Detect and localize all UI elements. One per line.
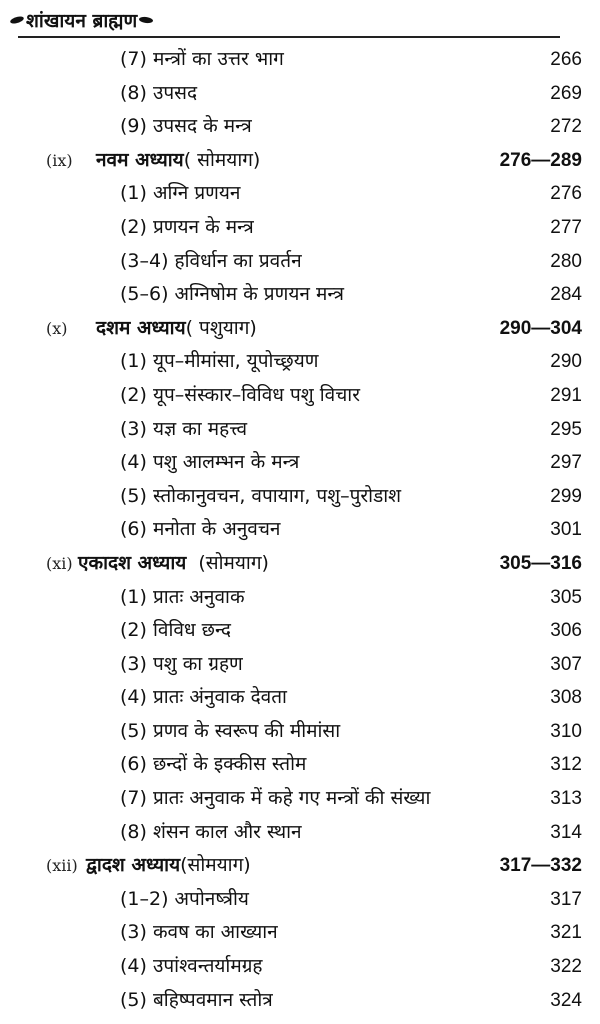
chapter-title-main: नवम अध्याय bbox=[96, 148, 184, 171]
toc-entry bbox=[0, 681, 600, 715]
ornament-right-icon bbox=[139, 16, 154, 25]
toc-entry-label: (1) प्रातः अनुवाक bbox=[120, 585, 245, 608]
chapter-page-range: 317—332 bbox=[499, 855, 582, 877]
toc-entry bbox=[0, 211, 600, 245]
table-of-contents bbox=[0, 43, 600, 1017]
toc-entry-page: 301 bbox=[550, 519, 582, 541]
toc-entry-page: 299 bbox=[550, 485, 582, 507]
toc-entry-page: 269 bbox=[550, 82, 582, 104]
toc-entry bbox=[0, 446, 600, 480]
chapter-subtitle: (सोमयाग) bbox=[180, 854, 251, 877]
toc-entry-label: (7) प्रातः अनुवाक में कहे गए मन्त्रों की संख्या bbox=[120, 787, 431, 810]
chapter-title bbox=[78, 547, 269, 581]
toc-entry bbox=[0, 883, 600, 917]
running-title: शांखायन ब्राह्मण bbox=[26, 10, 138, 32]
chapter-heading bbox=[0, 849, 600, 883]
toc-entry-page: 305 bbox=[550, 586, 582, 608]
toc-entry-label: (2) प्रणयन के मन्त्र bbox=[120, 215, 254, 238]
toc-entry bbox=[0, 581, 600, 615]
toc-entry-label: (4) प्रातः अंनुवाक देवता bbox=[120, 686, 287, 709]
toc-entry-label: (2) विविध छन्द bbox=[120, 619, 231, 642]
chapter-heading bbox=[0, 144, 600, 178]
toc-entry-page: 313 bbox=[550, 788, 582, 810]
toc-entry bbox=[0, 950, 600, 984]
toc-entry-page: 277 bbox=[550, 216, 582, 238]
chapter-heading bbox=[0, 547, 600, 581]
toc-entry-label: (8) उपसद bbox=[120, 81, 198, 104]
chapter-title bbox=[96, 312, 257, 346]
toc-entry-page: 272 bbox=[550, 116, 582, 138]
running-header bbox=[8, 4, 155, 36]
toc-entry-page: 314 bbox=[550, 821, 582, 843]
toc-entry-page: 317 bbox=[550, 888, 582, 910]
chapter-title bbox=[96, 144, 260, 178]
toc-entry-page: 290 bbox=[550, 351, 582, 373]
toc-entry-label: (1) अग्नि प्रणयन bbox=[120, 182, 241, 205]
toc-entry bbox=[0, 816, 600, 850]
toc-entry-page: 276 bbox=[550, 183, 582, 205]
toc-entry-page: 307 bbox=[550, 653, 582, 675]
toc-entry-label: (5) प्रणव के स्वरूप की मीमांसा bbox=[120, 719, 341, 742]
toc-entry-label: (4) उपांश्वन्तर्यामग्रह bbox=[120, 955, 263, 978]
toc-entry-label: (1–2) अपोनष्त्रीय bbox=[120, 887, 249, 910]
chapter-subtitle: ( सोमयाग) bbox=[183, 148, 261, 171]
toc-entry bbox=[0, 513, 600, 547]
toc-entry bbox=[0, 413, 600, 447]
toc-entry-label: (3) कवष का आख्यान bbox=[120, 921, 278, 944]
header-rule bbox=[18, 36, 560, 38]
toc-entry-page: 295 bbox=[550, 418, 582, 440]
toc-entry bbox=[0, 648, 600, 682]
toc-entry-page: 291 bbox=[550, 384, 582, 406]
chapter-number: (xii) bbox=[46, 856, 78, 876]
toc-entry bbox=[0, 480, 600, 514]
chapter-title-main: दशम अध्याय bbox=[96, 316, 186, 339]
toc-entry-label: (5) बहिष्पवमान स्तोत्र bbox=[120, 988, 273, 1011]
toc-entry-label: (9) उपसद के मन्त्र bbox=[120, 115, 252, 138]
chapter-page-range: 305—316 bbox=[499, 552, 582, 574]
toc-entry bbox=[0, 345, 600, 379]
toc-entry-page: 324 bbox=[550, 989, 582, 1011]
toc-entry-label: (3) यज्ञ का महत्त्व bbox=[120, 417, 248, 440]
toc-entry bbox=[0, 748, 600, 782]
toc-entry-label: (8) शंसन काल और स्थान bbox=[120, 820, 302, 843]
chapter-number: (ix) bbox=[46, 150, 73, 170]
toc-entry-page: 310 bbox=[550, 720, 582, 742]
toc-entry bbox=[0, 278, 600, 312]
toc-entry bbox=[0, 614, 600, 648]
toc-entry-page: 321 bbox=[550, 922, 582, 944]
toc-entry-page: 284 bbox=[550, 284, 582, 306]
chapter-title-main: एकादश अध्याय bbox=[78, 551, 187, 574]
chapter-number: (x) bbox=[46, 318, 68, 338]
toc-entry-page: 297 bbox=[550, 452, 582, 474]
toc-entry-page: 308 bbox=[550, 687, 582, 709]
toc-entry-page: 306 bbox=[550, 620, 582, 642]
toc-entry-page: 312 bbox=[550, 754, 582, 776]
chapter-subtitle: ( पशुयाग) bbox=[185, 316, 257, 339]
toc-entry-label: (6) छन्दों के इक्कीस स्तोम bbox=[120, 753, 307, 776]
toc-entry bbox=[0, 110, 600, 144]
chapter-title-main: द्वादश अध्याय bbox=[86, 854, 181, 877]
chapter-page-range: 276—289 bbox=[499, 149, 582, 171]
toc-entry-page: 322 bbox=[550, 956, 582, 978]
ornament-left-icon bbox=[10, 16, 25, 25]
toc-entry-label: (5–6) अग्निषोम के प्रणयन मन्त्र bbox=[120, 283, 344, 306]
chapter-page-range: 290—304 bbox=[499, 317, 582, 339]
toc-entry bbox=[0, 916, 600, 950]
toc-entry bbox=[0, 43, 600, 77]
toc-entry-page: 280 bbox=[550, 250, 582, 272]
toc-entry-label: (3) पशु का ग्रहण bbox=[120, 652, 243, 675]
chapter-subtitle: (सोमयाग) bbox=[186, 551, 269, 574]
toc-entry bbox=[0, 177, 600, 211]
toc-entry bbox=[0, 782, 600, 816]
toc-entry bbox=[0, 379, 600, 413]
toc-entry-label: (2) यूप–संस्कार–विविध पशु विचार bbox=[120, 383, 360, 406]
toc-entry bbox=[0, 77, 600, 111]
toc-entry bbox=[0, 984, 600, 1018]
chapter-title bbox=[86, 849, 251, 883]
toc-entry-label: (3–4) हविर्धान का प्रवर्तन bbox=[120, 249, 302, 272]
toc-entry-label: (7) मन्त्रों का उत्तर भाग bbox=[120, 48, 284, 70]
toc-entry-label: (4) पशु आलम्भन के मन्त्र bbox=[120, 451, 300, 474]
toc-entry-label: (6) मनोता के अनुवचन bbox=[120, 518, 281, 541]
toc-entry-page: 266 bbox=[550, 49, 582, 70]
toc-entry-label: (5) स्तोकानुवचन, वपायाग, पशु–पुरोडाश bbox=[120, 484, 402, 507]
chapter-heading bbox=[0, 312, 600, 346]
chapter-number: (xi) bbox=[46, 553, 73, 573]
toc-entry bbox=[0, 715, 600, 749]
toc-entry bbox=[0, 245, 600, 279]
toc-entry-label: (1) यूप–मीमांसा, यूपोच्छ्रयण bbox=[120, 350, 319, 373]
